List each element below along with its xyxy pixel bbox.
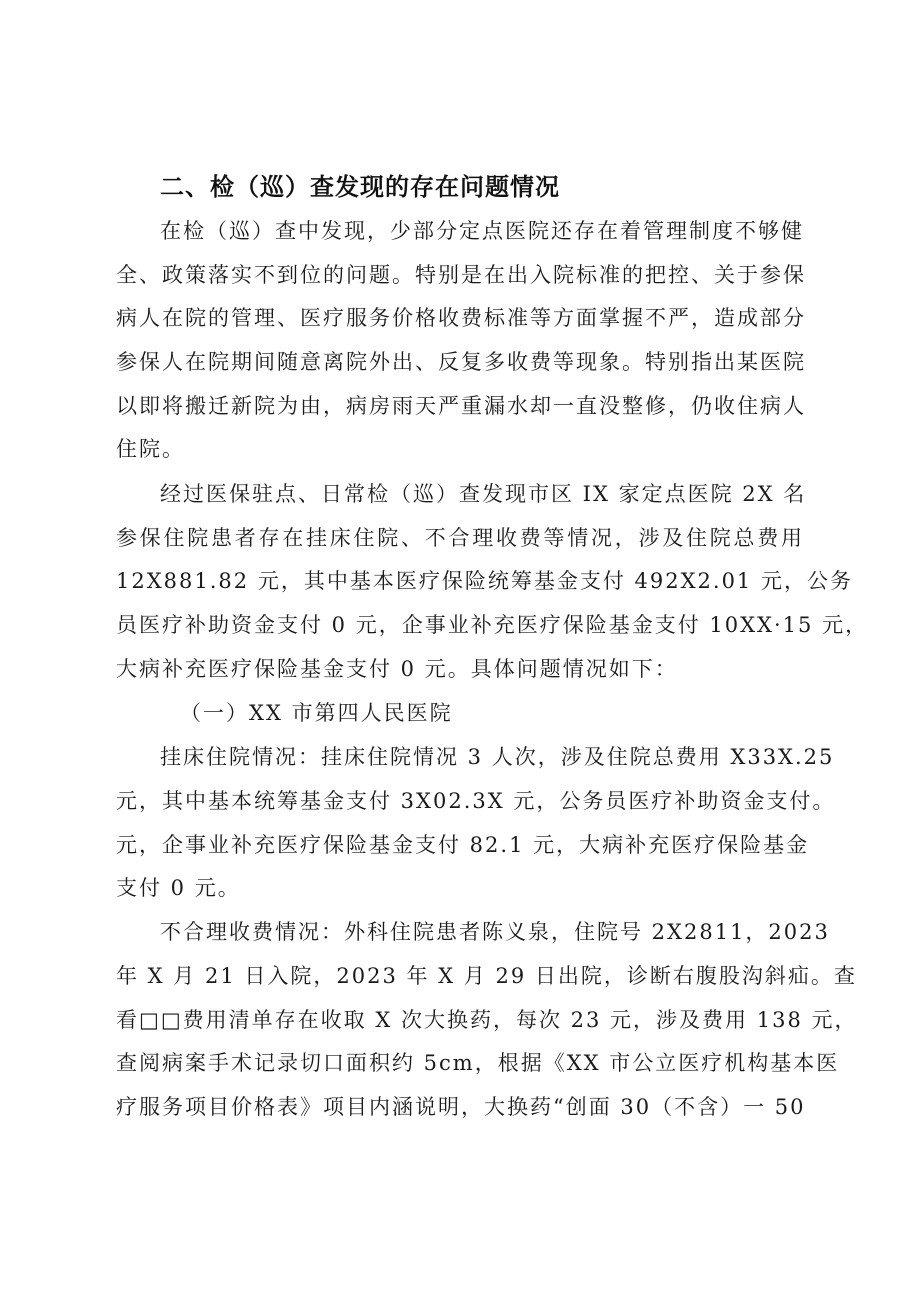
- paragraph-line: 参保住院患者存在挂床住院、不合理收费等情况，涉及住院总费用: [116, 526, 804, 550]
- paragraph-line: 住院。: [116, 437, 185, 461]
- paragraph-line: 经过医保驻点、日常检（巡）查发现市区 IX 家定点医院 2X 名: [160, 482, 807, 506]
- paragraph-line: 年 X 月 21 日入院，2023 年 X 月 29 日出院，诊断右腹股沟斜疝。查: [116, 964, 857, 988]
- paragraph-line: 疗服务项目价格表》项目内涵说明，大换药“创面 30（不含）一 50: [116, 1095, 806, 1119]
- paragraph-line: 不合理收费情况：外科住院患者陈义泉，住院号 2X2811，2023: [160, 920, 830, 944]
- paragraph-line: 大病补充医疗保险基金支付 0 元。具体问题情况如下：: [116, 657, 678, 681]
- paragraph-line: 挂床住院情况：挂床住院情况 3 人次，涉及住院总费用 X33X.25: [160, 745, 835, 769]
- paragraph-line: 病人在院的管理、医疗服务价格收费标准等方面掌握不严，造成部分: [116, 306, 806, 330]
- paragraph-line: 看□□费用清单存在收取 X 次大换药，每次 23 元，涉及费用 138 元，: [116, 1008, 858, 1032]
- paragraph-line: 元，企事业补充医疗保险基金支付 82.1 元，大病补充医疗保险基金: [116, 833, 810, 857]
- paragraph-line: 元，其中基本统筹基金支付 3X02.3X 元，公务员医疗补助资金支付。: [116, 789, 836, 813]
- paragraph-line: 12X881.82 元，其中基本医疗保险统筹基金支付 492X2.01 元，公务: [116, 569, 853, 593]
- paragraph-line: 参保人在院期间随意离院外出、反复多收费等现象。特别指出某医院: [116, 350, 806, 374]
- paragraph-line: 支付 0 元。: [116, 876, 241, 900]
- paragraph-line: 员医疗补助资金支付 0 元，企事业补充医疗保险基金支付 10XX·15 元，: [116, 613, 869, 637]
- section-heading: 二、检（巡）查发现的存在问题情况: [160, 173, 560, 201]
- paragraph-line: 以即将搬迁新院为由，病房雨天严重漏水却一直没整修，仍收住病人: [116, 394, 806, 418]
- subsection-heading: （一）XX 市第四人民医院: [180, 701, 453, 725]
- paragraph-line: 在检（巡）查中发现，少部分定点医院还存在着管理制度不够健: [160, 219, 804, 243]
- paragraph-line: 全、政策落实不到位的问题。特别是在出入院标准的把控、关于参保: [116, 263, 806, 287]
- paragraph-line: 查阅病案手术记录切口面积约 5cm，根据《XX 市公立医疗机构基本医: [116, 1051, 840, 1075]
